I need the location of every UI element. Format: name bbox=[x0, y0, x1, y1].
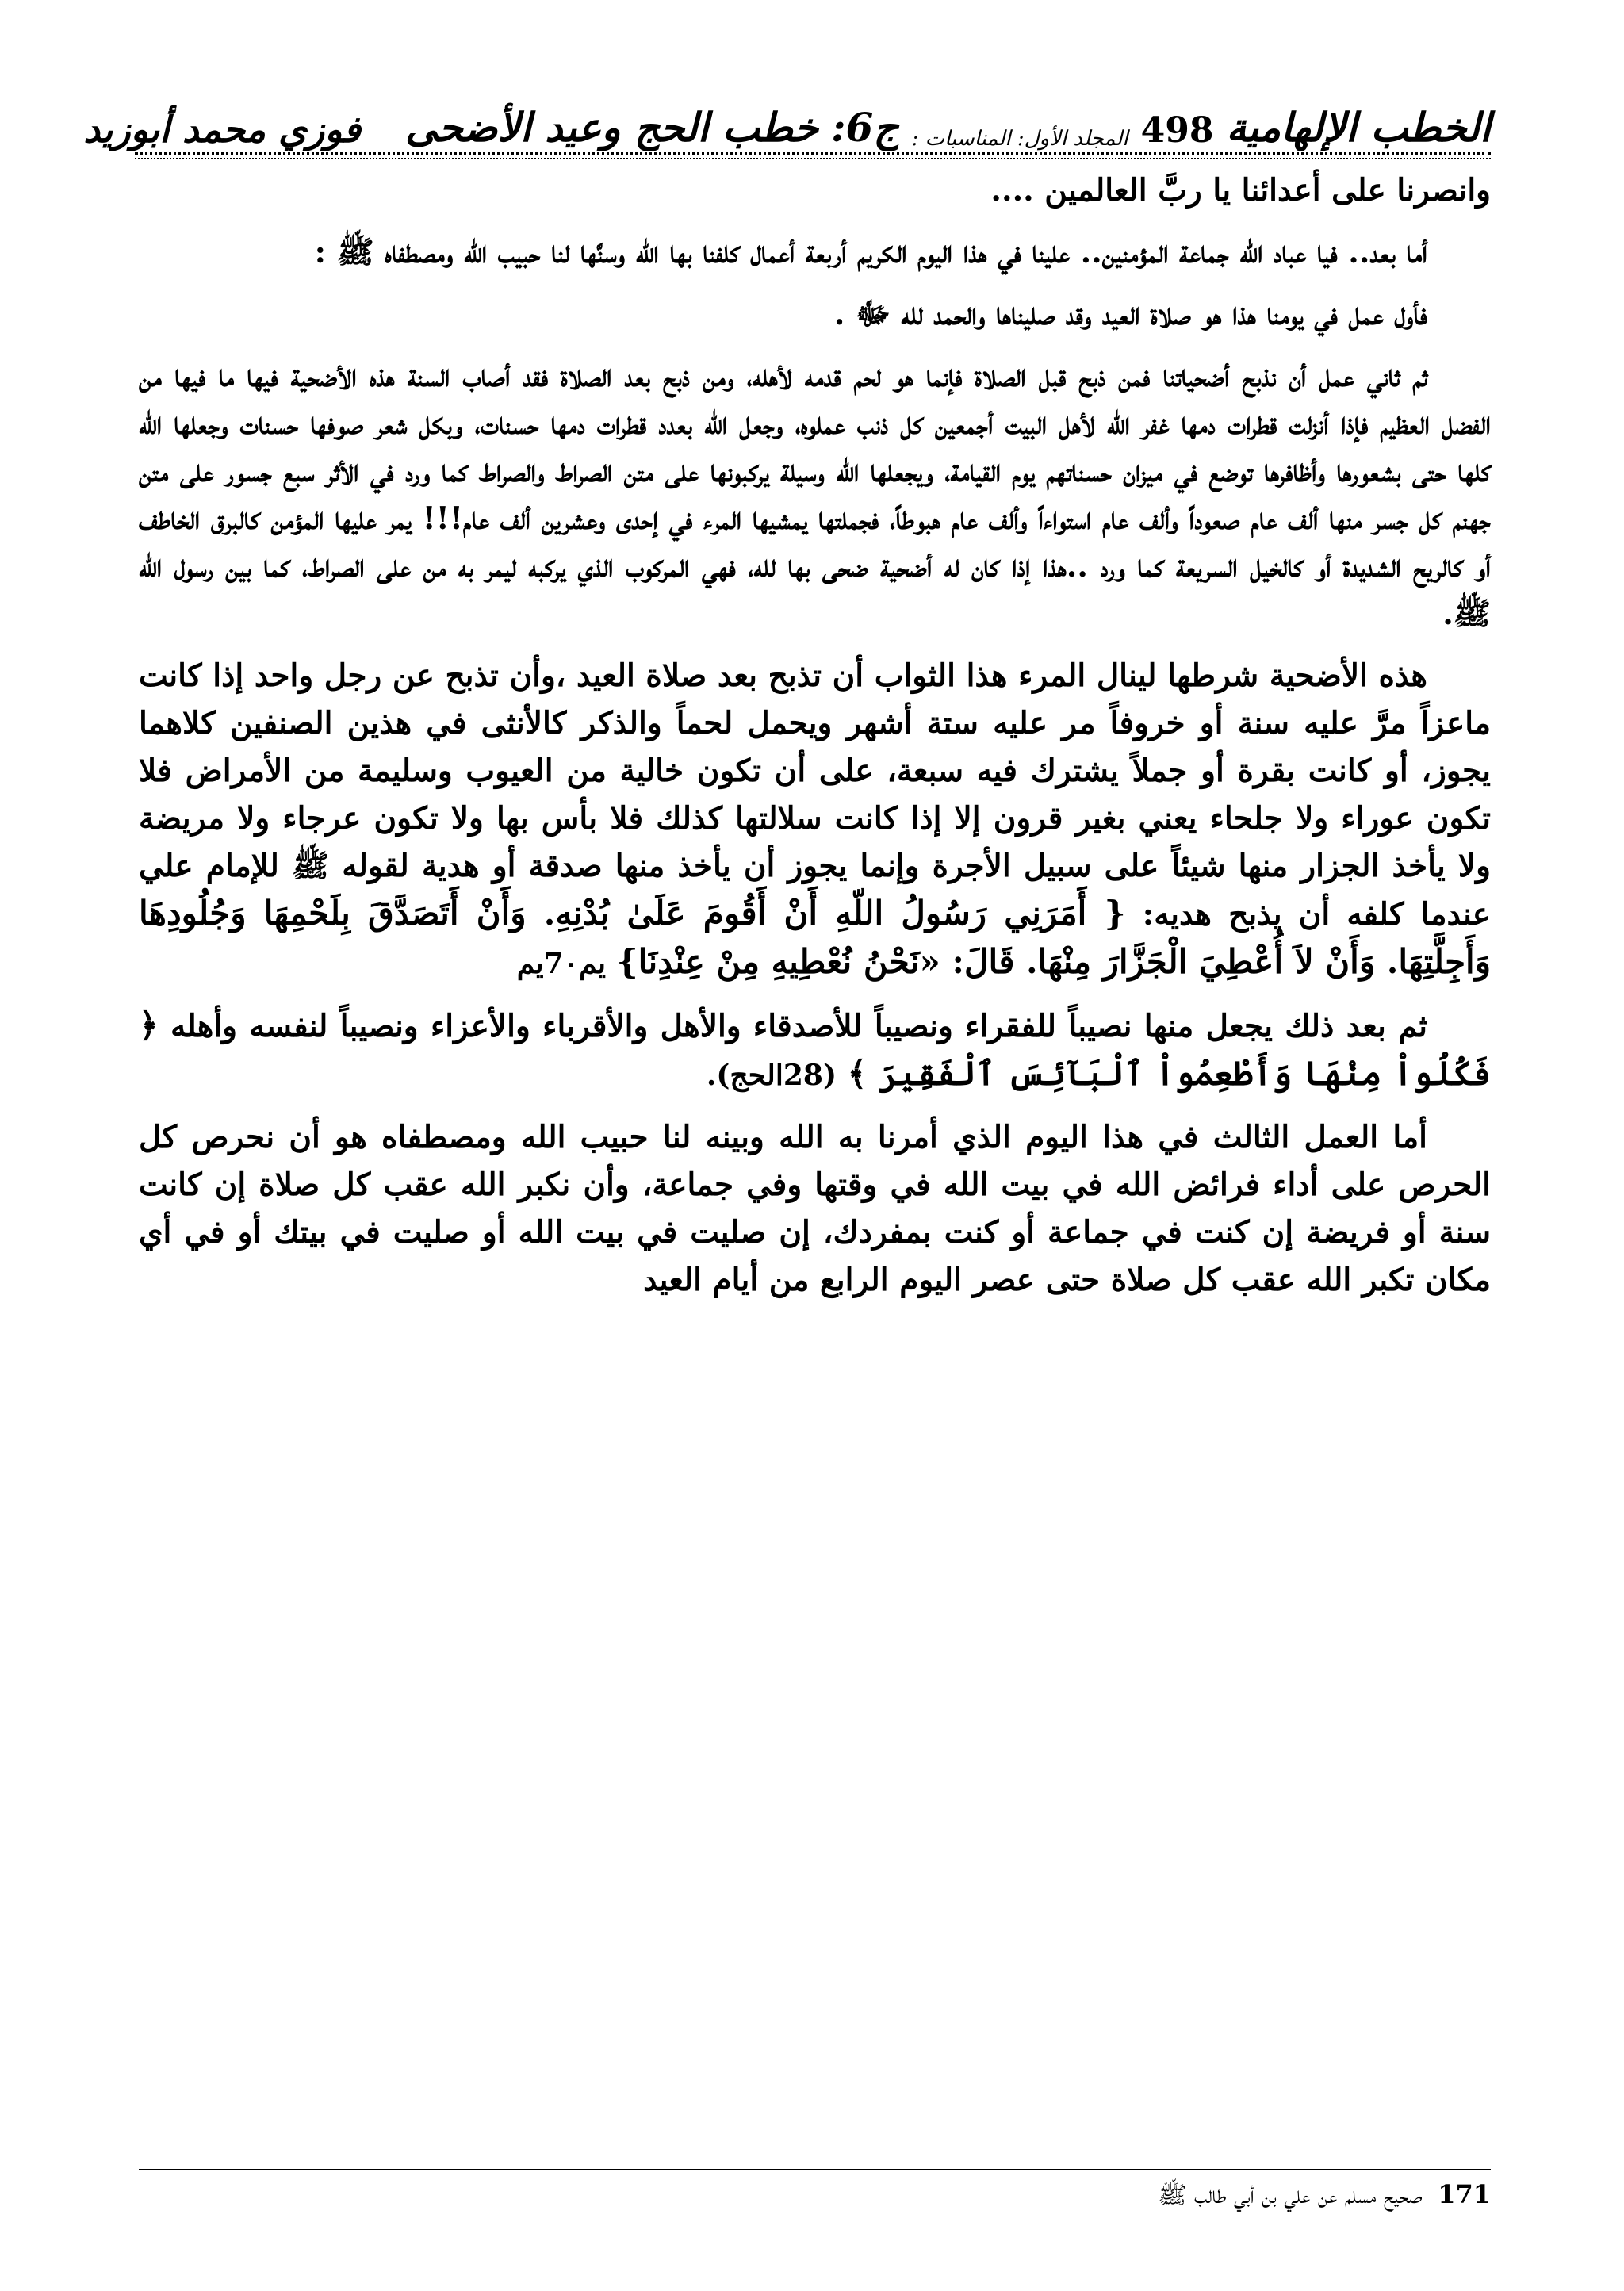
header-divider-secondary bbox=[135, 158, 1491, 159]
hadith-quote: { أَمَرَنِي رَسُولُ اللّهِ أَنْ أَقُومَ عَلَىٰ بُدْنِهِ. وَأَنْ أَتَصَدَّقَ بِلَحْمِهَا وَجُلُودِهَا وَأَجِلَّتِهَا. وَأَنْ لاَ أُعْطِيَ الْجَزَّارَ مِنْهَا. قَالَ: «نَحْنُ نُعْطِيهِ مِنْ عِنْدِنَا} bbox=[139, 894, 1491, 981]
footnote-text: صحيح مسلم عن علي بن أبي طالب ﷺ bbox=[1158, 2182, 1423, 2209]
part-number: ج6: bbox=[831, 104, 899, 151]
page-header bbox=[83, 71, 1491, 151]
paragraph-text: هذه الأضحية شرطها لينال المرء هذا الثواب أن تذبح بعد صلاة العيد ،وأن تذبح عن رجل واحد إذا كانت ماعزاً مرَّ عليه سنة أو خروفاً مر عليه ستة أشهر ويحمل لحماً والذكر كالأنثى في هذين الصنفين كلاهما يجوز، أو كانت بقرة أو جملاً يشترك فيه سبعة، على أن تكون خالية من العيوب وسليمة من الأمراض فلا تكون عوراء ولا جلحاء يعني بغير قرون إلا إذا كانت سلالتها كذلك فلا بأس بها ولا تكون عرجاء ولا مريضة ولا يأخذ الجزار منها شيئاً على سبيل الأجرة وإنما يجوز أن يأخذ منها صدقة أو هدية لقوله ﷺ للإمام علي عندما كلفه أن يذبح هديه: bbox=[139, 657, 1491, 933]
footnote-divider bbox=[139, 2169, 1491, 2170]
paragraph bbox=[139, 1002, 1491, 1099]
paragraph: أما العمل الثالث في هذا اليوم الذي أمرنا به الله وبينه لنا حبيب الله ومصطفاه هو أن نحرص كل الحرص على أداء فرائض الله في بيت الله في وقتها وفي جماعة، وأن نكبر الله عقب كل صلاة إن كانت سنة أو فريضة إن كنت في جماعة أو كنت بمفردك، إن صليت في بيت الله أو صليت في بيتك أو في أي مكان تكبر الله عقب كل صلاة حتى عصر اليوم الرابع من أيام العيد bbox=[139, 1119, 1491, 1298]
paragraph: وانصرنا على أعدائنا يا ربَّ العالمين .... bbox=[990, 172, 1491, 209]
section-title: خطب الحج وعيد الأضحى bbox=[405, 104, 819, 151]
volume-label: المجلد الأول: المناسبات : bbox=[911, 127, 1128, 151]
paragraph: أما بعد.. فيا عباد الله جماعة المؤمنين.. علينا في هذا اليوم الكريم أربعة أعمال كلفنا بها الله وسنَّها لنا حبيب الله ومصطفاه ﷺ : bbox=[314, 234, 1427, 270]
quran-reference: (28الحج). bbox=[706, 1059, 837, 1092]
paragraph: فأول عمل في يومنا هذا هو صلاة العيد وقد صليناها والحمد لله ﷻ . bbox=[833, 296, 1427, 332]
page-number: 498 bbox=[1140, 110, 1214, 151]
quran-verse: ﴿ فَكُلُواْ مِنْهَا وَأَطْعِمُواْ ٱلْبَآئِسَ ٱلْفَقِيرَ ﴾ bbox=[139, 1006, 1491, 1093]
header-divider bbox=[135, 152, 1491, 155]
hadith-reference: يم7٠يم bbox=[516, 947, 607, 980]
paragraph-text: ثم بعد ذلك يجعل منها نصيباً للفقراء ونصيباً للأصدقاء والأهل والأقرباء والأعزاء ونصيباً لنفسه وأهله bbox=[170, 1008, 1428, 1044]
book-title: الخطب الإلهامية bbox=[1226, 104, 1491, 151]
footnote-number: 171 bbox=[1438, 2179, 1491, 2209]
paragraph: ثم ثاني عمل أن نذبح أضحياتنا فمن ذبح قبل الصلاة فإنما هو لحم قدمه لأهله، ومن ذبح بعد الصلاة فقد أصاب السنة هذه الأضحية فيها ما فيها من الفضل العظيم فإذا أنزلت قطرات دمها غفر الله لأهل البيت أجمعين كل ذنب عملوه، وجعل الله بعدد قطرات دمها حسنات، وبكل شعر صوفها حسنات وجعلها الله كلها حتى بشعورها وأظافرها توضع في ميزان حسناتهم يوم القيامة، ويجعلها الله وسيلة يركبونها على متن الصراط والصراط كما ورد في الأثر سبع جسور على متن جهنم كل جسر منها ألف عام صعوداً وألف عام استواءاً وألف عام هبوطاً، فجملتها يمشيها المرء في إحدى وعشرين ألف عام!!! يمر عليها المؤمن كالبرق الخاطف أو كالريح الشديدة أو كالخيل السريعة كما ورد ..هذا إذا كان له أضحية ضحى بها لله، فهي المركوب الذي يركبه ليمر به من على الصراط، كما بين رسول الله ﷺ. bbox=[139, 358, 1491, 632]
footnote bbox=[139, 2179, 1491, 2215]
main-text bbox=[139, 167, 1491, 1318]
paragraph bbox=[139, 652, 1491, 987]
author-name: فوزي محمد أبوزيد bbox=[83, 108, 362, 151]
